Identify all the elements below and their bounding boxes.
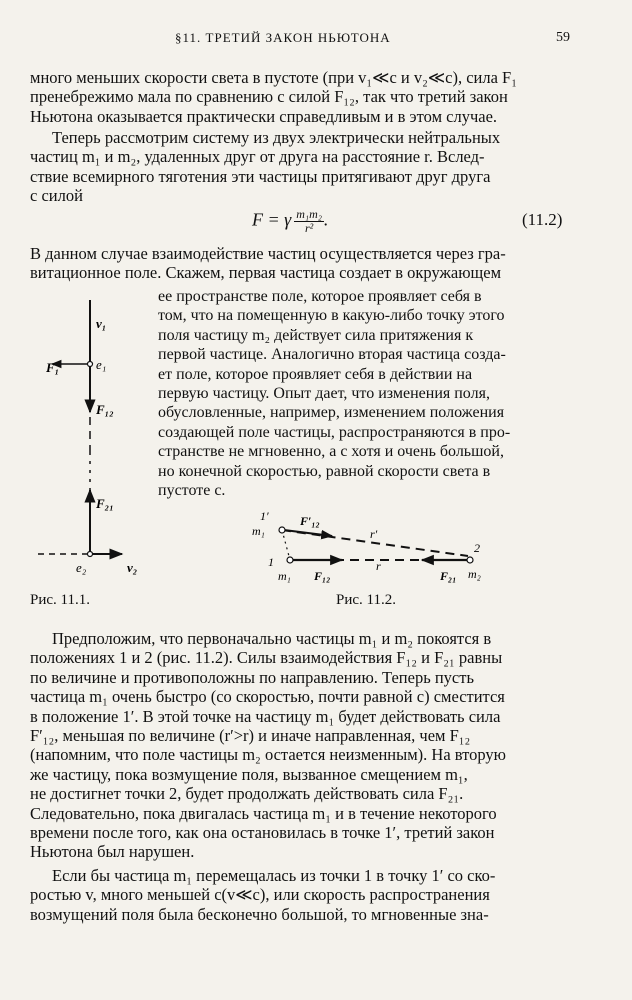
figure-11-2-caption: Рис. 11.2. xyxy=(336,592,396,608)
particle-1-dot xyxy=(88,362,93,367)
figure-11-1 xyxy=(30,292,160,582)
label-e1: e₁ xyxy=(96,357,107,372)
fraction-numerator: m₁m₂ xyxy=(296,207,322,221)
label-r: r xyxy=(376,559,381,573)
running-header xyxy=(0,30,632,50)
label-F12: F₁₂ xyxy=(314,569,331,583)
text-line: В данном случае взаимодействие частиц осуществляется через гра- xyxy=(30,244,506,263)
text-line: ее пространстве поле, которое проявляет себя в xyxy=(158,288,482,305)
text-line: поля частицу m₂ действует сила притяжения к xyxy=(158,326,474,344)
paragraph-3-narrow xyxy=(158,287,570,500)
text-line: F′₁₂, меньшая по величине (r′>r) и иначе направленная, чем F₁₂ xyxy=(30,726,471,746)
figure-11-1-caption: Рис. 11.1. xyxy=(30,592,90,608)
label-m1: m₁ xyxy=(278,569,291,583)
text-line: ет поле, которое проявляет себя в действии на xyxy=(158,365,473,383)
paragraph-4 xyxy=(30,629,598,862)
text-line: Ньютона был нарушен. xyxy=(30,842,195,862)
text-line: частица m₁ очень быстро (со скоростью, почти равной c) сместится xyxy=(30,687,505,707)
text-line: первой частице. Аналогично вторая частица созда- xyxy=(158,346,506,364)
text-line: витационное поле. Скажем, первая частица создает в окружающем xyxy=(30,263,502,283)
paragraph-1 xyxy=(30,68,598,126)
text-line: пренебрежимо мала по сравнению с силой F₁₂, так что третий закон xyxy=(30,87,508,107)
page-number: 59 xyxy=(556,30,570,45)
label-F21: F₂₁ xyxy=(440,569,457,583)
text-line: в положение 1′. В этой точке на частицу m₁ будет действовать сила xyxy=(30,706,501,726)
text-line: создающей поле частицы, распространяются в про- xyxy=(158,423,511,441)
text-line: Следовательно, пока двигалась частица m₁ и в течение некоторого xyxy=(30,803,497,823)
text-line: по величине и противоположны по направлению. Теперь пусть xyxy=(30,667,474,687)
text-line: первую частицу. Опыт дает, что изменения поля, xyxy=(158,385,490,403)
text-line: обусловленные, например, изменением положения xyxy=(158,404,505,422)
text-line: Теперь рассмотрим систему из двух электрически нейтральных xyxy=(52,128,501,147)
text-line: Предположим, что первоначально частицы m₁ и m₂ покоятся в xyxy=(52,629,492,648)
label-F21: F₂₁ xyxy=(96,496,114,511)
text-line: частиц m₁ и m₂, удаленных друг от друга на расстояние r. Вслед- xyxy=(30,147,485,167)
text-line: Если бы частица m₁ перемещалась из точки 1 в точку 1′ со ско- xyxy=(52,866,496,885)
formula-lhs: F = γ xyxy=(252,209,292,230)
label-1-prime: 1′ xyxy=(260,509,269,523)
text-line: положениях 1 и 2 (рис. 11.2). Силы взаимодействия F₁₂ и F₂₁ равны xyxy=(30,648,503,668)
figure-11-2 xyxy=(250,508,500,588)
text-line: Ньютона оказывается практически справедливым и в этом случае. xyxy=(30,106,498,126)
label-v1: v₁ xyxy=(96,316,107,331)
text-line: же частицу, пока возмущение поля, вызванное смещением m₁, xyxy=(30,764,468,784)
label-F12: F₁₂ xyxy=(96,402,114,417)
formula-period: . xyxy=(323,209,329,230)
text-line: с силой xyxy=(30,186,83,206)
point-1-prime xyxy=(279,527,285,533)
particle-2-dot xyxy=(88,552,93,557)
text-line: много меньших скорости света в пустоте (при v₁≪c и v₂≪c), сила F₁ xyxy=(30,68,517,87)
label-r-prime: r′ xyxy=(370,527,378,541)
point-2 xyxy=(467,557,473,563)
equation-number: (11.2) xyxy=(522,210,563,229)
text-line: возмущений поля была бесконечно большой, то мгновенные зна- xyxy=(30,904,489,924)
equation-11-2 xyxy=(0,200,632,240)
text-line: ствие всемирного тяготения эти частицы притягивают друг друга xyxy=(30,166,491,186)
gravity-formula xyxy=(252,208,328,235)
label-2: 2 xyxy=(474,541,480,555)
paragraph-3-full xyxy=(30,244,598,283)
displacement-line xyxy=(282,530,290,560)
text-line: странстве не мгновенно, а с хотя и очень большой, xyxy=(158,443,504,461)
label-v2: v₂ xyxy=(127,560,138,575)
text-line: времени после того, как она остановилась в точке 1′, третий закон xyxy=(30,823,495,843)
label-F12-prime: F′₁₂ xyxy=(300,514,320,528)
text-line: но конечной скоростью, равной скорости света в xyxy=(158,462,491,480)
point-1 xyxy=(287,557,293,563)
fraction-denominator: r² xyxy=(304,221,314,235)
text-line: (напомним, что поле частицы m₂ остается неизменным). На вторую xyxy=(30,745,506,765)
text-line: ростью v, много меньшей c(v≪c), или скорость распространения xyxy=(30,885,490,905)
f12-prime-arrow xyxy=(284,530,332,536)
label-1: 1 xyxy=(268,555,274,569)
label-m1-prime: m₁ xyxy=(252,524,265,538)
text-line: не достигнет точки 2, будет продолжать действовать сила F₂₁. xyxy=(30,784,464,804)
label-F1: F₁ xyxy=(46,360,60,375)
formula-fraction xyxy=(294,208,324,235)
paragraph-2 xyxy=(30,128,598,206)
text-line: том, что на помещенную в какую-либо точку этого xyxy=(158,307,505,325)
label-e2: e₂ xyxy=(76,560,87,575)
chapter-title: §11. ТРЕТИЙ ЗАКОН НЬЮТОНА xyxy=(175,30,391,45)
label-m2: m₂ xyxy=(468,567,481,581)
text-line: пустоте c. xyxy=(158,482,226,500)
paragraph-5 xyxy=(30,866,598,924)
